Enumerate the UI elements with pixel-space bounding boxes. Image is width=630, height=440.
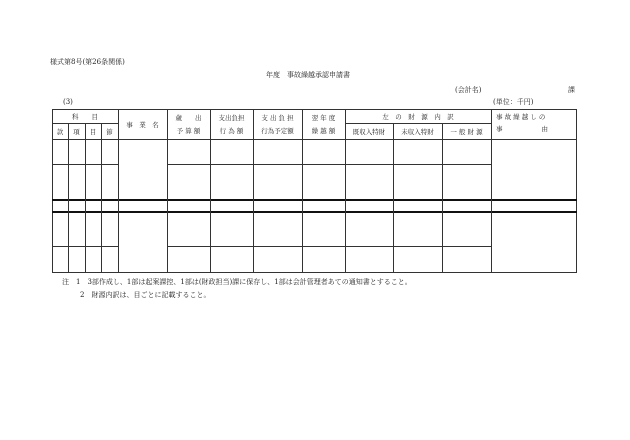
header-shishutsu-futan-line2: 行 為 額 <box>219 126 244 135</box>
col-line-ippan <box>491 109 492 273</box>
header-kamoku: 科 目 <box>72 112 98 121</box>
form-number: 様式第8号(第26条関係) <box>50 58 125 66</box>
header-setsu: 節 <box>106 127 113 136</box>
unit-label: (単位：千円) <box>493 98 534 106</box>
header-mishu-tokuzai: 未収入特財 <box>401 127 434 136</box>
header-bottom-line <box>52 139 577 140</box>
header-yokunendo-line2: 繰 越 額 <box>311 126 336 135</box>
col-line-kou <box>85 123 86 273</box>
header-kan: 款 <box>56 127 64 136</box>
header-kou: 項 <box>73 127 80 136</box>
header-yokunendo-line1: 翌 年 度 <box>311 113 336 122</box>
col-line-kan <box>68 123 69 273</box>
col-line-kishu <box>393 123 394 273</box>
header-jigyo-mei: 事 業 名 <box>126 120 159 129</box>
header-saishutsu-line1: 歳 出 <box>175 113 202 122</box>
section-label: 課 <box>568 86 575 94</box>
header-ippan-zaigen: 一 般 財 源 <box>450 127 483 136</box>
header-shishutsu-futan-line1: 支出負担 <box>218 113 245 122</box>
header-jiko-line2: 事 由 <box>496 125 548 133</box>
header-kishu-tokuzai: 既収入特財 <box>352 127 386 136</box>
account-name-label: (会計名) <box>455 86 482 94</box>
header-zaigen-naiyaku: 左 の 財 源 内 訳 <box>382 112 454 121</box>
header-moku: 目 <box>89 127 97 136</box>
document-title: 年度 事故繰越承認申請書 <box>266 71 350 79</box>
thick-divider-bottom <box>52 211 577 213</box>
thick-divider-top <box>52 199 577 201</box>
note-2: 2 財源内訳は、目ごとに記載すること。 <box>80 291 211 299</box>
header-shishutsu-yotei-line1: 支 出 負 担 <box>261 113 294 122</box>
row-number: (3) <box>63 98 73 106</box>
note-1: 注 1 3部作成し、1部は起案課控、1部は(財政担当)課に保存し、1部は会計管理者あての通知書とすること。 <box>62 278 412 286</box>
header-jiko-line1: 事 故 繰 越 し の <box>496 113 546 121</box>
col-line-mishu <box>442 123 443 273</box>
header-saishutsu-line2: 予 算 額 <box>176 126 201 135</box>
header-shishutsu-yotei-line2: 行為予定額 <box>261 126 294 135</box>
col-line-moku <box>101 123 102 273</box>
